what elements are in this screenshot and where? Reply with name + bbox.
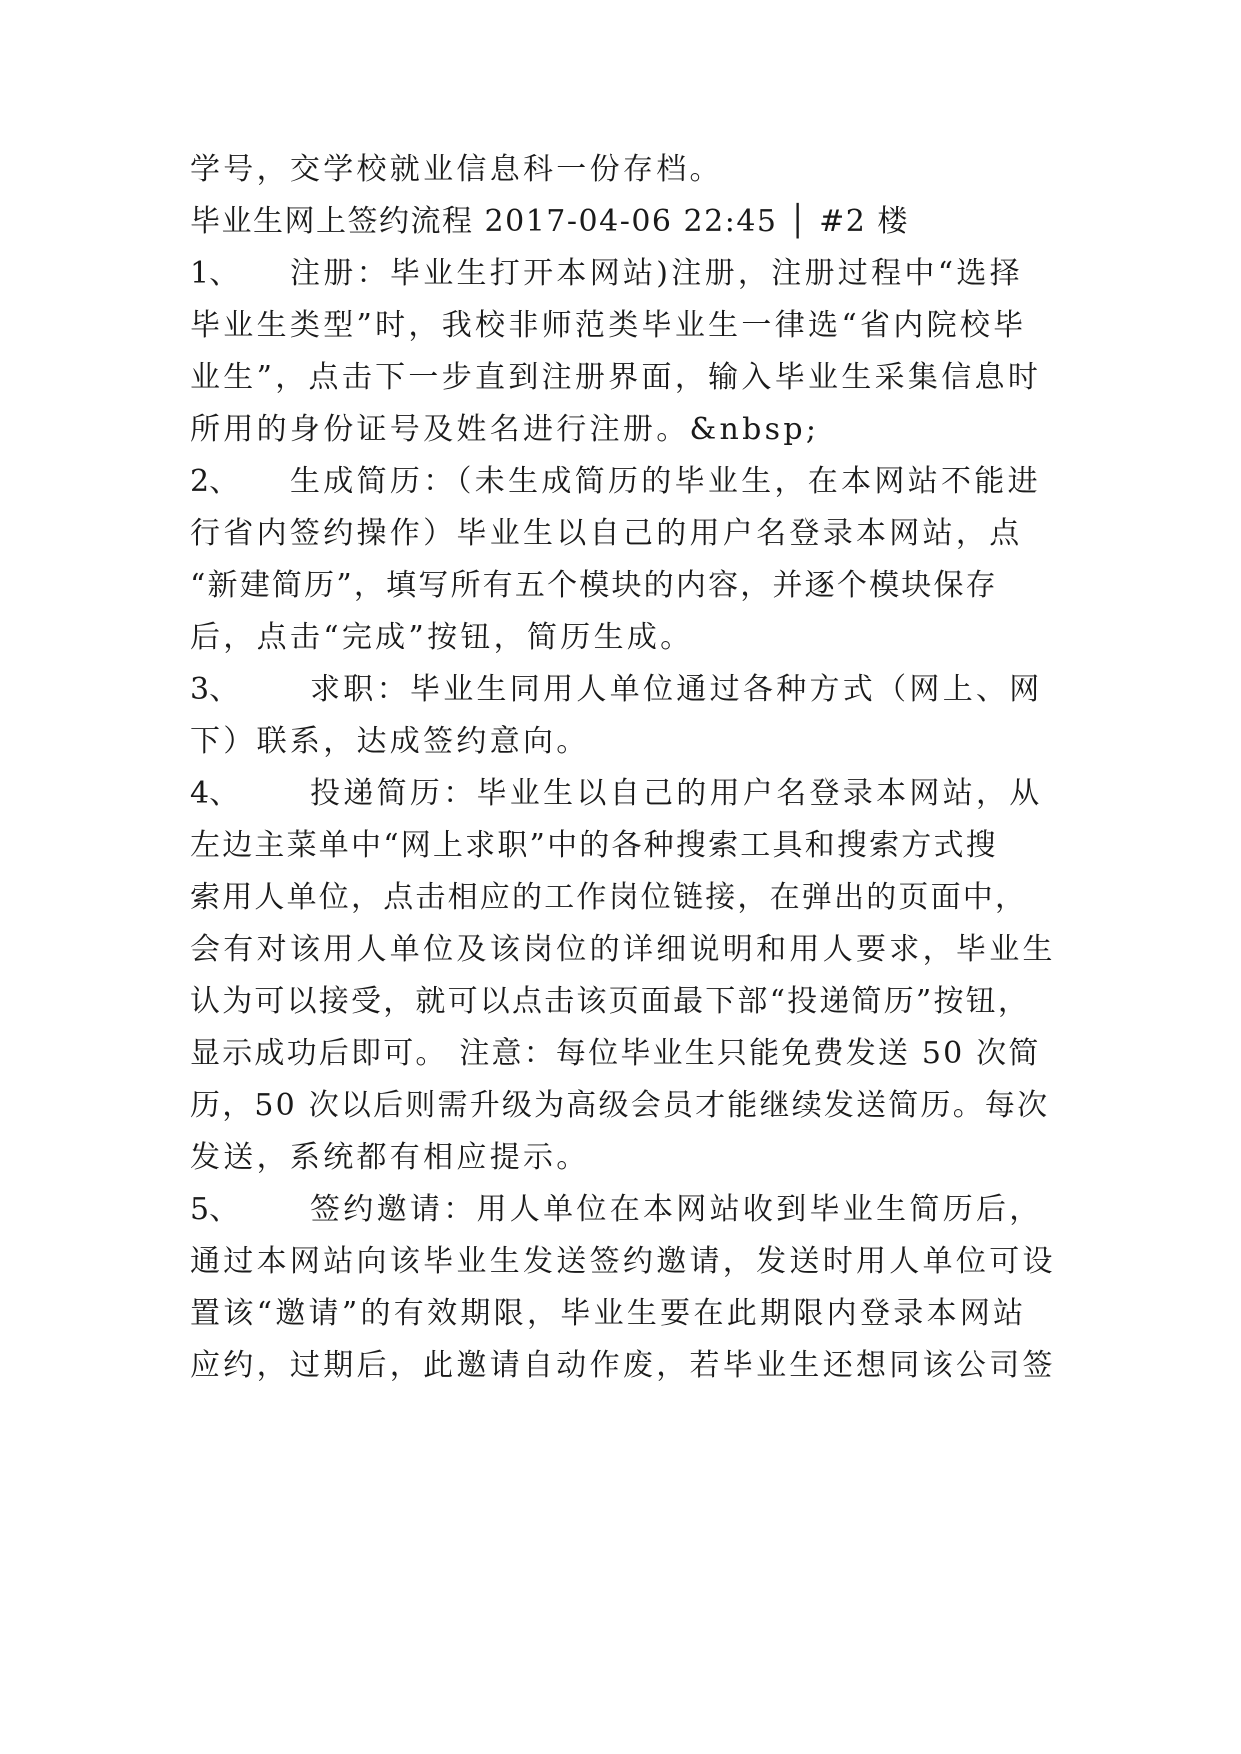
- text-line: 会有对该用人单位及该岗位的详细说明和用人要求，毕业生: [190, 932, 1056, 967]
- step-text: 求职：毕业生同用人单位通过各种方式（网上、网: [310, 672, 1043, 707]
- text-line: 索用人单位，点击相应的工作岗位链接，在弹出的页面中，: [190, 880, 1028, 915]
- step-text: 投递简历：毕业生以自己的用户名登录本网站，从: [310, 776, 1043, 811]
- step-number: 3、: [190, 672, 240, 707]
- text-line: 业生”，点击下一步直到注册界面，输入毕业生采集信息时: [190, 360, 1042, 395]
- text-line: 通过本网站向该毕业生发送签约邀请，发送时用人单位可设: [190, 1244, 1056, 1279]
- step-2-line: [190, 462, 1041, 502]
- step-1-line: [190, 254, 1023, 294]
- text-line: 置该“邀请”的有效期限，毕业生要在此期限内登录本网站: [190, 1296, 1027, 1331]
- step-text: 生成简历：（未生成简历的毕业生，在本网站不能进: [290, 464, 1041, 499]
- step-text: 注册：毕业生打开本网站)注册，注册过程中“选择: [290, 256, 1023, 291]
- text-line: 行省内签约操作）毕业生以自己的用户名登录本网站，点: [190, 516, 1023, 551]
- text-line: 发送，系统都有相应提示。: [190, 1140, 590, 1175]
- step-3-line: [190, 670, 1043, 710]
- post-header: 毕业生网上签约流程 2017-04-06 22:45 │ #2 楼: [190, 204, 909, 239]
- text-line: 左边主菜单中“网上求职”中的各种搜索工具和搜索方式搜: [190, 828, 998, 863]
- step-text: 签约邀请：用人单位在本网站收到毕业生简历后，: [310, 1192, 1043, 1227]
- text-line: 学号，交学校就业信息科一份存档。: [190, 152, 723, 187]
- text-line: 应约，过期后，此邀请自动作废，若毕业生还想同该公司签: [190, 1348, 1056, 1383]
- text-line: 显示成功后即可。 注意：每位毕业生只能免费发送 50 次简: [190, 1036, 1041, 1071]
- text-line: 所用的身份证号及姓名进行注册。&nbsp;: [190, 412, 820, 447]
- text-line: 历，50 次以后则需升级为高级会员才能继续发送简历。每次: [190, 1088, 1050, 1123]
- step-number: 1、: [190, 256, 240, 291]
- text-line: “新建简历”，填写所有五个模块的内容，并逐个模块保存: [190, 568, 998, 603]
- step-number: 5、: [190, 1192, 240, 1227]
- step-number: 2、: [190, 464, 240, 499]
- step-5-line: [190, 1190, 1043, 1230]
- step-number: 4、: [190, 776, 240, 811]
- text-line: 后，点击“完成”按钮，简历生成。: [190, 620, 694, 655]
- text-line: 认为可以接受，就可以点击该页面最下部“投递简历”按钮，: [190, 984, 1031, 1019]
- text-line: 毕业生类型”时，我校非师范类毕业生一律选“省内院校毕: [190, 308, 1027, 343]
- text-line: 下）联系，达成签约意向。: [190, 724, 590, 759]
- step-4-line: [190, 774, 1043, 814]
